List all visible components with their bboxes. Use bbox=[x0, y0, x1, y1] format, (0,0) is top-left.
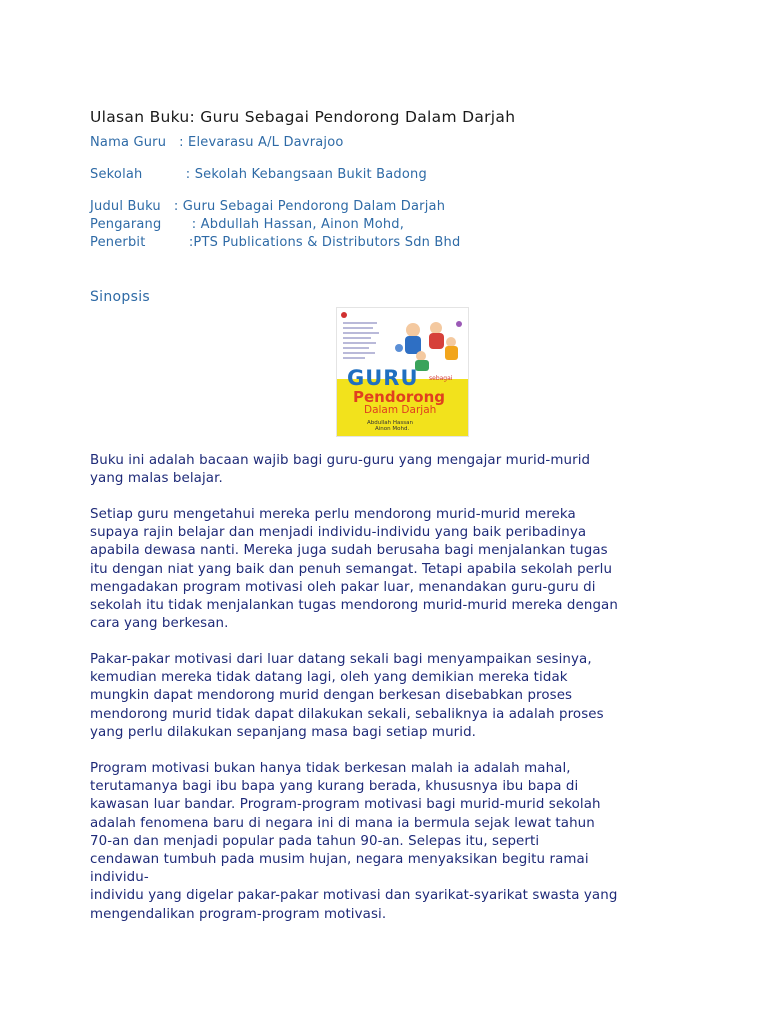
synopsis-paragraph-4: Program motivasi bukan hanya tidak berkesan malah ia adalah mahal, terutamanya bagi ibu bapa yang kurang berada, khususnya ibu bapa di kawasan luar bandar. Program-program motivasi bagi murid-murid sekolah adalah fenomena baru di negara ini di mana ia bermula sejak lewat tahun 70-an dan menjadi popular pada tahun 90-an. Selepas itu, seperti cendawan tumbuh pada musim hujan, negara menyaksikan begitu ramai individu- individu yang digelar pakar-pakar motivasi dan syarikat-syarikat swasta yang mengendalikan program-program motivasi. bbox=[90, 761, 618, 922]
publisher-line: Penerbit :PTS Publications & Distributors Sdn Bhd bbox=[90, 235, 461, 250]
school-line: Sekolah : Sekolah Kebangsaan Bukit Badong bbox=[90, 167, 427, 182]
publisher-logo-icon bbox=[341, 312, 347, 318]
cover-guru-text: GURU bbox=[347, 366, 419, 390]
cover-pendorong-text: Pendorong bbox=[353, 388, 446, 406]
synopsis-paragraph-2: Setiap guru mengetahui mereka perlu mendorong murid-murid mereka supaya rajin belajar dan menjadi individu-individu yang baik peribadinya apabila dewasa nanti. Mereka juga sudah berusaha bagi menjalankan tugas itu dengan niat yang baik dan penuh semangat. Tetapi apabila sekolah perlu mengadakan program motivasi oleh pakar luar, menandakan guru-guru di sekolah itu tidak menjalankan tugas mendorong murid-murid mereka dengan cara yang berkesan. bbox=[90, 507, 618, 632]
author-line: Pengarang : Abdullah Hassan, Ainon Mohd, bbox=[90, 217, 405, 232]
book-title-line: Judul Buku : Guru Sebagai Pendorong Dalam Darjah bbox=[90, 199, 446, 214]
review-title: Ulasan Buku: Guru Sebagai Pendorong Dalam Darjah bbox=[90, 108, 516, 126]
cover-illustration-icon bbox=[391, 316, 465, 372]
cover-authors bbox=[367, 420, 413, 432]
synopsis-heading: Sinopsis bbox=[90, 289, 150, 305]
cover-sebagai-text: sebagai bbox=[429, 375, 453, 382]
book-cover-image bbox=[336, 307, 469, 437]
cover-dalam-darjah-text: Dalam Darjah bbox=[364, 404, 437, 416]
synopsis-paragraph-3: Pakar-pakar motivasi dari luar datang sekali bagi menyampaikan sesinya, kemudian mereka tidak datang lagi, oleh yang demikian mereka tidak mungkin dapat mendorong murid dengan berkesan disebabkan proses mendorong murid tidak dapat dilakukan sekali, sebaliknya ia adalah proses yang perlu dilakukan sepanjang masa bagi setiap murid. bbox=[90, 652, 604, 740]
cover-author-2: Ainon Mohd. bbox=[375, 426, 410, 432]
cover-author-1: Abdullah Hassan bbox=[367, 420, 413, 426]
synopsis-paragraph-1: Buku ini adalah bacaan wajib bagi guru-guru yang mengajar murid-murid yang malas belajar. bbox=[90, 453, 591, 487]
teacher-name-line: Nama Guru : Elevarasu A/L Davrajoo bbox=[90, 135, 344, 150]
